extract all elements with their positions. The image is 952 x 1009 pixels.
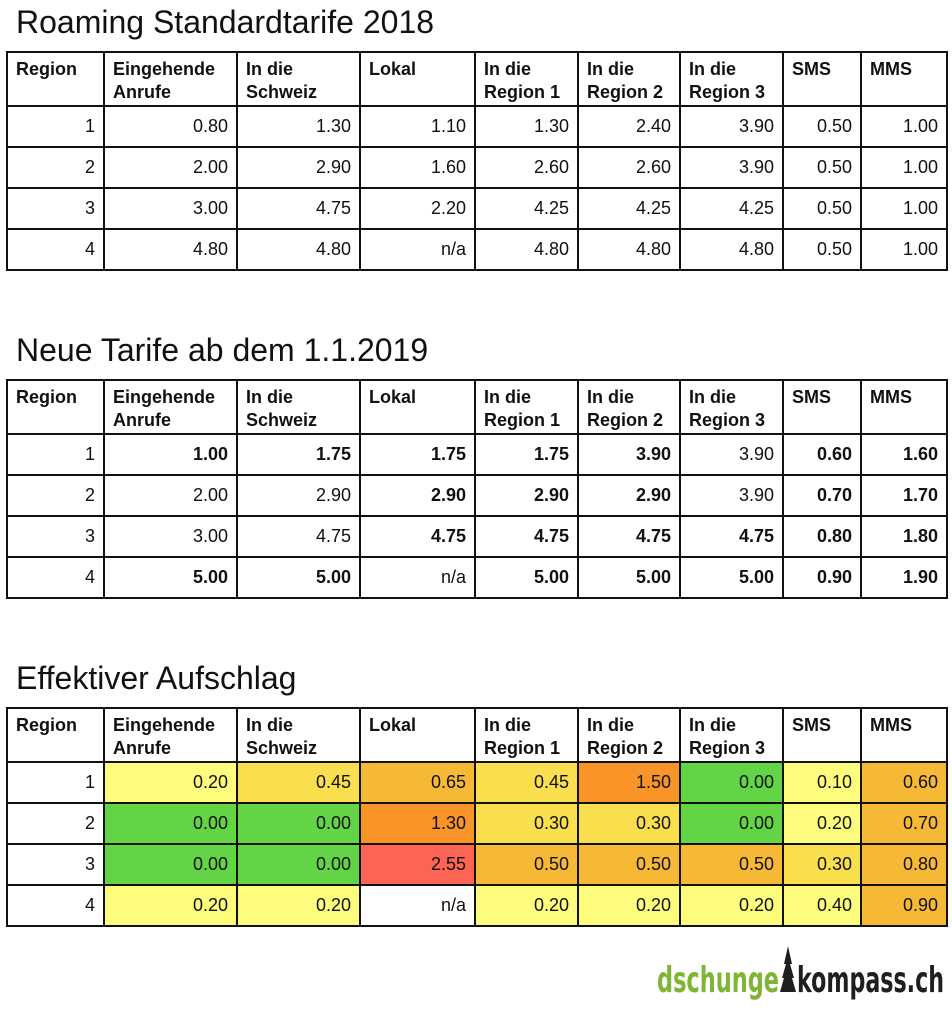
column-header-line: Schweiz [246, 410, 318, 430]
column-header-line: SMS [792, 59, 832, 79]
rate-cell: 0.00 [237, 844, 360, 885]
column-header [360, 52, 475, 106]
rate-cell: 3.00 [104, 516, 237, 557]
column-header-line: Anrufe [113, 738, 171, 758]
table-body [7, 762, 947, 926]
table-surcharge [6, 707, 948, 927]
rate-cell: 0.00 [104, 844, 237, 885]
rate-cell: 4.75 [475, 516, 578, 557]
column-header [783, 708, 861, 762]
rate-cell: 2.55 [360, 844, 475, 885]
table-body [7, 434, 947, 598]
region-cell: 4 [7, 557, 104, 598]
rate-cell: 5.00 [680, 557, 783, 598]
table-row [7, 229, 947, 270]
rate-cell: 0.20 [104, 885, 237, 926]
column-header-line: Region 3 [689, 738, 766, 758]
region-cell: 3 [7, 516, 104, 557]
rate-cell: 4.80 [475, 229, 578, 270]
rate-cell: 3.90 [578, 434, 680, 475]
rate-cell: 0.50 [783, 188, 861, 229]
rate-cell: 0.20 [783, 803, 861, 844]
table-row [7, 434, 947, 475]
rate-cell: 4.80 [680, 229, 783, 270]
table-row [7, 475, 947, 516]
rate-cell: 0.20 [237, 885, 360, 926]
region-cell: 4 [7, 229, 104, 270]
rate-cell: 5.00 [237, 557, 360, 598]
rate-cell: 1.60 [360, 147, 475, 188]
column-header-line: Lokal [369, 59, 417, 79]
column-header-line: MMS [870, 715, 912, 735]
column-header-line: Eingehende [113, 59, 216, 79]
rate-cell: 4.75 [237, 188, 360, 229]
rate-cell: 0.70 [861, 803, 947, 844]
rate-cell: 4.80 [104, 229, 237, 270]
rate-cell: 3.90 [680, 106, 783, 147]
rate-cell: 0.30 [475, 803, 578, 844]
rate-cell: 4.25 [475, 188, 578, 229]
table-standard-2018 [6, 51, 948, 271]
column-header [360, 708, 475, 762]
table-header-row [7, 52, 947, 106]
table-row [7, 844, 947, 885]
column-header-line: Schweiz [246, 738, 318, 758]
rate-cell: 2.00 [104, 147, 237, 188]
column-header-line: MMS [870, 387, 912, 407]
rate-cell: 4.80 [578, 229, 680, 270]
column-header-line: Region 1 [484, 410, 561, 430]
column-header-line: Eingehende [113, 387, 216, 407]
rate-cell: 0.90 [861, 885, 947, 926]
rate-cell: 4.75 [578, 516, 680, 557]
column-header [578, 380, 680, 434]
rate-cell: 1.30 [237, 106, 360, 147]
rate-cell: 0.00 [680, 762, 783, 803]
column-header [104, 380, 237, 434]
table-header-row [7, 380, 947, 434]
column-header-line: In die [484, 387, 532, 407]
column-header [783, 380, 861, 434]
column-header-line: Region 2 [587, 410, 664, 430]
rate-cell: 2.40 [578, 106, 680, 147]
column-header-line: In die [587, 715, 635, 735]
rate-cell: 0.50 [578, 844, 680, 885]
rate-cell: 0.10 [783, 762, 861, 803]
rate-cell: 0.00 [104, 803, 237, 844]
rate-cell: 0.50 [475, 844, 578, 885]
rate-cell: 1.00 [861, 229, 947, 270]
column-header [680, 708, 783, 762]
column-header [475, 52, 578, 106]
column-header-line: Anrufe [113, 82, 171, 102]
rate-cell: 0.00 [680, 803, 783, 844]
table-row [7, 803, 947, 844]
rate-cell: 1.80 [861, 516, 947, 557]
region-cell: 2 [7, 803, 104, 844]
column-header-line: SMS [792, 715, 832, 735]
column-header [7, 708, 104, 762]
column-header-line: Region [16, 387, 77, 407]
rate-cell: 3.90 [680, 475, 783, 516]
section-title-2019: Neue Tarife ab dem 1.1.2019 [16, 332, 429, 368]
rate-cell: 0.60 [861, 762, 947, 803]
column-header [104, 708, 237, 762]
table-new-2019 [6, 379, 948, 599]
column-header [578, 708, 680, 762]
region-cell: 3 [7, 844, 104, 885]
column-header-line: In die [484, 715, 532, 735]
rate-cell: 0.50 [783, 106, 861, 147]
column-header [680, 52, 783, 106]
rate-cell: 1.30 [475, 106, 578, 147]
rate-cell: n/a [360, 885, 475, 926]
column-header [360, 380, 475, 434]
column-header [861, 380, 947, 434]
rate-cell: 0.50 [783, 147, 861, 188]
table-row [7, 762, 947, 803]
rate-cell: 3.00 [104, 188, 237, 229]
rate-cell: 1.75 [237, 434, 360, 475]
column-header-line: Region 1 [484, 738, 561, 758]
column-header-line: Lokal [369, 387, 417, 407]
rate-cell: 5.00 [104, 557, 237, 598]
section-title-surcharge: Effektiver Aufschlag [16, 660, 297, 696]
rate-cell: 2.90 [475, 475, 578, 516]
rate-cell: 1.70 [861, 475, 947, 516]
region-cell: 2 [7, 147, 104, 188]
rate-cell: 1.75 [360, 434, 475, 475]
table-row [7, 557, 947, 598]
column-header-line: SMS [792, 387, 832, 407]
column-header [237, 52, 360, 106]
rate-cell: 2.90 [237, 147, 360, 188]
rate-cell: 1.00 [861, 106, 947, 147]
table-header-row [7, 708, 947, 762]
table-body [7, 106, 947, 270]
column-header-line: In die [587, 387, 635, 407]
rate-cell: 2.60 [475, 147, 578, 188]
rate-cell: 2.90 [237, 475, 360, 516]
column-header [475, 708, 578, 762]
rate-cell: 0.00 [237, 803, 360, 844]
rate-cell: 1.90 [861, 557, 947, 598]
column-header-line: MMS [870, 59, 912, 79]
column-header [861, 708, 947, 762]
column-header-line: In die [689, 59, 737, 79]
rate-cell: 4.80 [237, 229, 360, 270]
rate-cell: n/a [360, 229, 475, 270]
column-header [104, 52, 237, 106]
region-cell: 1 [7, 434, 104, 475]
tree-icon [780, 946, 796, 992]
rate-cell: 4.75 [680, 516, 783, 557]
table-row [7, 885, 947, 926]
rate-cell: 0.90 [783, 557, 861, 598]
column-header-line: In die [246, 387, 294, 407]
column-header-line: Region 3 [689, 82, 766, 102]
column-header-line: In die [689, 387, 737, 407]
rate-cell: 0.45 [475, 762, 578, 803]
region-cell: 3 [7, 188, 104, 229]
rate-cell: 0.80 [861, 844, 947, 885]
logo-text-part2: kompass.ch [797, 960, 944, 1001]
rate-cell: 4.75 [360, 516, 475, 557]
region-cell: 1 [7, 106, 104, 147]
column-header-line: Schweiz [246, 82, 318, 102]
column-header-line: In die [484, 59, 532, 79]
column-header-line: In die [689, 715, 737, 735]
rate-cell: 0.20 [475, 885, 578, 926]
rate-cell: 5.00 [578, 557, 680, 598]
rate-cell: 0.80 [104, 106, 237, 147]
rate-cell: n/a [360, 557, 475, 598]
section-title-2018: Roaming Standardtarife 2018 [16, 4, 435, 40]
rate-cell: 0.20 [104, 762, 237, 803]
table-row [7, 188, 947, 229]
rate-cell: 1.00 [861, 147, 947, 188]
rate-cell: 0.60 [783, 434, 861, 475]
rate-cell: 4.25 [578, 188, 680, 229]
column-header-line: Anrufe [113, 410, 171, 430]
rate-cell: 3.90 [680, 147, 783, 188]
rate-cell: 0.80 [783, 516, 861, 557]
column-header [237, 708, 360, 762]
column-header-line: Eingehende [113, 715, 216, 735]
table-row [7, 106, 947, 147]
rate-cell: 2.60 [578, 147, 680, 188]
rate-cell: 0.50 [680, 844, 783, 885]
column-header-line: In die [587, 59, 635, 79]
rate-cell: 0.30 [578, 803, 680, 844]
column-header [783, 52, 861, 106]
rate-cell: 2.20 [360, 188, 475, 229]
column-header [680, 380, 783, 434]
dschungelkompass-logo [657, 944, 947, 1004]
column-header-line: Region 2 [587, 738, 664, 758]
rate-cell: 1.75 [475, 434, 578, 475]
rate-cell: 2.00 [104, 475, 237, 516]
rate-cell: 1.60 [861, 434, 947, 475]
rate-cell: 2.90 [360, 475, 475, 516]
rate-cell: 0.70 [783, 475, 861, 516]
table-row [7, 516, 947, 557]
column-header [237, 380, 360, 434]
column-header-line: In die [246, 59, 294, 79]
column-header [7, 52, 104, 106]
rate-cell: 0.30 [783, 844, 861, 885]
column-header-line: In die [246, 715, 294, 735]
rate-cell: 0.50 [783, 229, 861, 270]
region-cell: 1 [7, 762, 104, 803]
rate-cell: 4.25 [680, 188, 783, 229]
rate-cell: 2.90 [578, 475, 680, 516]
table-row [7, 147, 947, 188]
rate-cell: 4.75 [237, 516, 360, 557]
rate-cell: 1.00 [861, 188, 947, 229]
column-header [475, 380, 578, 434]
column-header-line: Region 1 [484, 82, 561, 102]
column-header-line: Region [16, 59, 77, 79]
rate-cell: 1.30 [360, 803, 475, 844]
column-header [7, 380, 104, 434]
rate-cell: 0.65 [360, 762, 475, 803]
rate-cell: 0.40 [783, 885, 861, 926]
column-header [578, 52, 680, 106]
logo-text-part1: dschunge [657, 960, 779, 1001]
column-header-line: Lokal [369, 715, 417, 735]
rate-cell: 5.00 [475, 557, 578, 598]
rate-cell: 1.00 [104, 434, 237, 475]
region-cell: 4 [7, 885, 104, 926]
rate-cell: 1.10 [360, 106, 475, 147]
region-cell: 2 [7, 475, 104, 516]
rate-cell: 3.90 [680, 434, 783, 475]
column-header-line: Region [16, 715, 77, 735]
rate-cell: 0.45 [237, 762, 360, 803]
rate-cell: 1.50 [578, 762, 680, 803]
rate-cell: 0.20 [680, 885, 783, 926]
column-header-line: Region 2 [587, 82, 664, 102]
column-header [861, 52, 947, 106]
rate-cell: 0.20 [578, 885, 680, 926]
column-header-line: Region 3 [689, 410, 766, 430]
